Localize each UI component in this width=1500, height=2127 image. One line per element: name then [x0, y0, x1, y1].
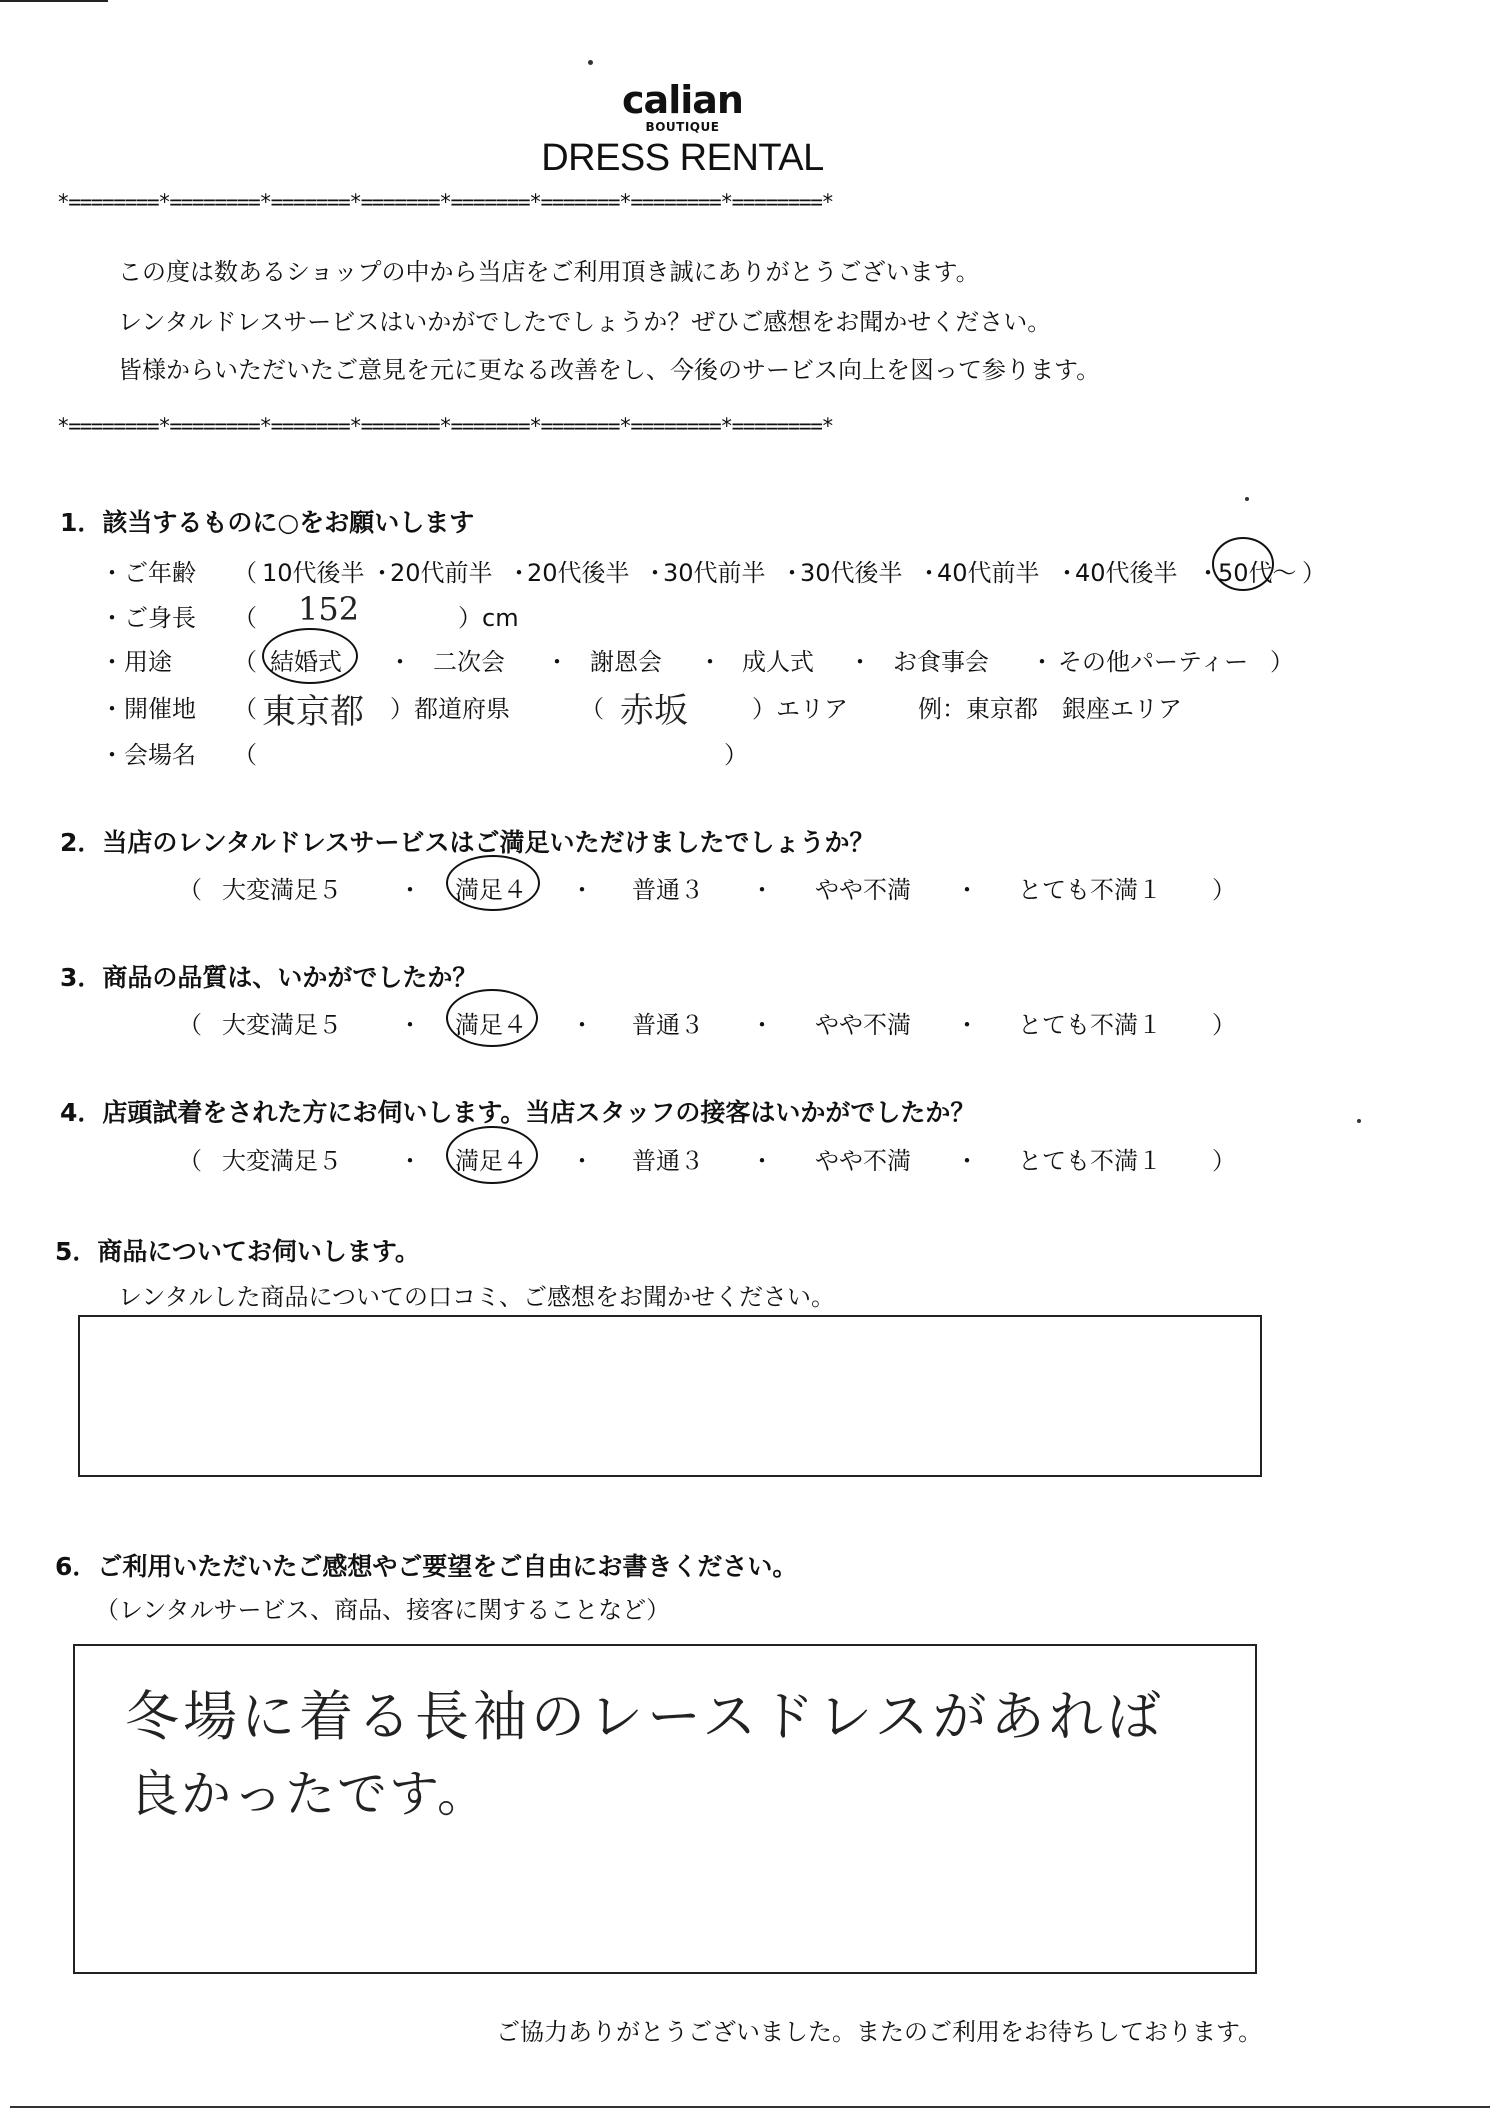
- height-close: ）cm: [458, 604, 519, 632]
- age-option: 30代後半: [800, 559, 903, 587]
- q5-subtitle: レンタルした商品についての口コミ、ご感想をお聞かせください。: [118, 1283, 835, 1311]
- scan-speck: [1357, 1119, 1361, 1123]
- purpose-selection-circle: [262, 628, 358, 684]
- q2-title: 2．当店のレンタルドレスサービスはご満足いただけましたでしょうか？: [60, 828, 875, 857]
- rating-option-selected: 満足４: [455, 1147, 527, 1175]
- rating-option: やや不満: [815, 1147, 911, 1175]
- rating-option: やや不満: [815, 876, 911, 904]
- age-label: ・ご年齢: [100, 559, 196, 587]
- height-label: ・ご身長: [100, 604, 196, 632]
- dot-separator: ・: [917, 559, 941, 587]
- venue-example: 例：東京都 銀座エリア: [918, 695, 1182, 723]
- logo-subtitle: BOUTIQUE: [645, 120, 720, 134]
- prefecture-value: 東京都: [262, 692, 364, 732]
- q3-selection-circle: [446, 989, 538, 1047]
- dot-separator: ・: [955, 1147, 979, 1175]
- rating-option: 普通３: [632, 876, 704, 904]
- rating-open: （: [178, 1147, 202, 1175]
- dot-separator: ・: [570, 1011, 594, 1039]
- scan-edge-line: [0, 0, 108, 2]
- intro-line-3: 皆様からいただいたご意見を元に更なる改善をし、今後のサービス向上を図って参ります。: [118, 356, 1101, 384]
- q6-answer-line-2: 良かったです。: [129, 1765, 489, 1823]
- separator-top: *========*========*=======*=======*=======*=======*========*========*: [57, 190, 833, 214]
- rating-option-selected: 満足４: [455, 1011, 527, 1039]
- age-selection-circle: [1212, 537, 1274, 591]
- venue-name-label: ・会場名: [100, 741, 196, 769]
- venue-area-label: ・開催地: [100, 695, 196, 723]
- rating-option: 大変満足５: [222, 1147, 342, 1175]
- prefecture-suffix: ）都道府県: [390, 695, 510, 723]
- q1-title: 1．該当するものに○をお願いします: [60, 508, 475, 537]
- dot-separator: ・: [643, 559, 667, 587]
- rating-open: （: [178, 876, 202, 904]
- dot-separator: ・: [398, 1011, 422, 1039]
- purpose-option-selected: 結婚式: [270, 648, 342, 676]
- dot-separator: ・: [750, 1011, 774, 1039]
- dot-separator: ・: [507, 559, 531, 587]
- q4-title: 4．店頭試着をされた方にお伺いします。当店スタッフの接客はいかがでしたか？: [60, 1098, 976, 1127]
- q5-answer-text: [80, 1317, 1260, 1345]
- scan-edge-line: [10, 2106, 1490, 2108]
- age-option: 30代前半: [663, 559, 766, 587]
- venue-name-open: （: [233, 741, 257, 769]
- dot-separator: ・: [570, 876, 594, 904]
- purpose-label: ・用途: [100, 648, 172, 676]
- rating-option-selected: 満足４: [455, 876, 527, 904]
- scan-speck: [1245, 497, 1249, 501]
- q6-subtitle: （レンタルサービス、商品、接客に関することなど）: [95, 1596, 671, 1624]
- height-open: （: [233, 604, 257, 632]
- q6-answer-line-1: 冬場に着る長袖のレースドレスがあれば: [125, 1685, 1165, 1748]
- rating-option: とても不満１: [1018, 1147, 1162, 1175]
- age-close: ）: [1302, 559, 1326, 587]
- purpose-option: その他パーティー: [1058, 648, 1249, 676]
- purpose-option: 成人式: [742, 648, 814, 676]
- rating-close: ）: [1212, 876, 1236, 904]
- height-value: 152: [298, 590, 360, 628]
- rating-option: 普通３: [632, 1011, 704, 1039]
- q3-title: 3．商品の品質は、いかがでしたか？: [60, 963, 478, 992]
- area-open: （: [580, 695, 604, 723]
- q5-answer-box[interactable]: [78, 1315, 1262, 1477]
- dot-separator: ・: [370, 559, 394, 587]
- rating-option: 大変満足５: [222, 1011, 342, 1039]
- dot-separator: ・: [570, 1147, 594, 1175]
- age-open: （: [233, 559, 257, 587]
- dot-separator: ・: [1196, 559, 1220, 587]
- rating-option: やや不満: [815, 1011, 911, 1039]
- age-option: 40代後半: [1075, 559, 1178, 587]
- area-suffix: ）エリア: [752, 695, 848, 723]
- rating-option: 大変満足５: [222, 876, 342, 904]
- dot-separator: ・: [750, 1147, 774, 1175]
- rating-open: （: [178, 1011, 202, 1039]
- rating-option: とても不満１: [1018, 1011, 1162, 1039]
- intro-line-2: レンタルドレスサービスはいかがでしたでしょうか？ぜひご感想をお聞かせください。: [118, 308, 1052, 336]
- dot-separator: ・: [398, 876, 422, 904]
- separator-bottom: *========*========*=======*=======*=======*=======*========*========*: [57, 414, 833, 438]
- dot-separator: ・: [398, 1147, 422, 1175]
- purpose-option: 謝恩会: [590, 648, 662, 676]
- purpose-open: （: [233, 648, 257, 676]
- dot-separator: ・: [750, 876, 774, 904]
- prefecture-open: （: [233, 695, 257, 723]
- dot-separator: ・: [1030, 648, 1054, 676]
- q5-title: 5．商品についてお伺いします。: [55, 1237, 420, 1266]
- area-value: 赤坂: [620, 691, 688, 731]
- rating-option: とても不満１: [1018, 876, 1162, 904]
- dot-separator: ・: [955, 876, 979, 904]
- age-option-selected: 50代～: [1218, 559, 1297, 587]
- rating-close: ）: [1212, 1147, 1236, 1175]
- dot-separator: ・: [1055, 559, 1079, 587]
- dot-separator: ・: [955, 1011, 979, 1039]
- purpose-option: お食事会: [893, 648, 989, 676]
- dot-separator: ・: [388, 648, 412, 676]
- rating-close: ）: [1212, 1011, 1236, 1039]
- dot-separator: ・: [780, 559, 804, 587]
- dot-separator: ・: [698, 648, 722, 676]
- age-option: 10代後半: [262, 559, 365, 587]
- age-option: 40代前半: [937, 559, 1040, 587]
- q6-title: 6．ご利用いただいたご感想やご要望をご自由にお書きください。: [55, 1552, 798, 1581]
- logo-brand: calian: [622, 78, 743, 122]
- q2-selection-circle: [446, 855, 540, 911]
- purpose-option: 二次会: [433, 648, 505, 676]
- venue-name-close: ）: [724, 741, 748, 769]
- age-option: 20代後半: [527, 559, 630, 587]
- intro-line-1: この度は数あるショップの中から当店をご利用頂き誠にありがとうございます。: [118, 258, 980, 286]
- purpose-close: ）: [1270, 648, 1294, 676]
- footer-thanks: ご協力ありがとうございました。またのご利用をお待ちしております。: [496, 2018, 1263, 2046]
- dot-separator: ・: [848, 648, 872, 676]
- logo-title: DRESS RENTAL: [541, 137, 824, 179]
- q6-answer-box[interactable]: [73, 1644, 1257, 1974]
- age-option: 20代前半: [390, 559, 493, 587]
- rating-option: 普通３: [632, 1147, 704, 1175]
- dot-separator: ・: [545, 648, 569, 676]
- scan-speck: [588, 60, 593, 65]
- q4-selection-circle: [446, 1126, 538, 1184]
